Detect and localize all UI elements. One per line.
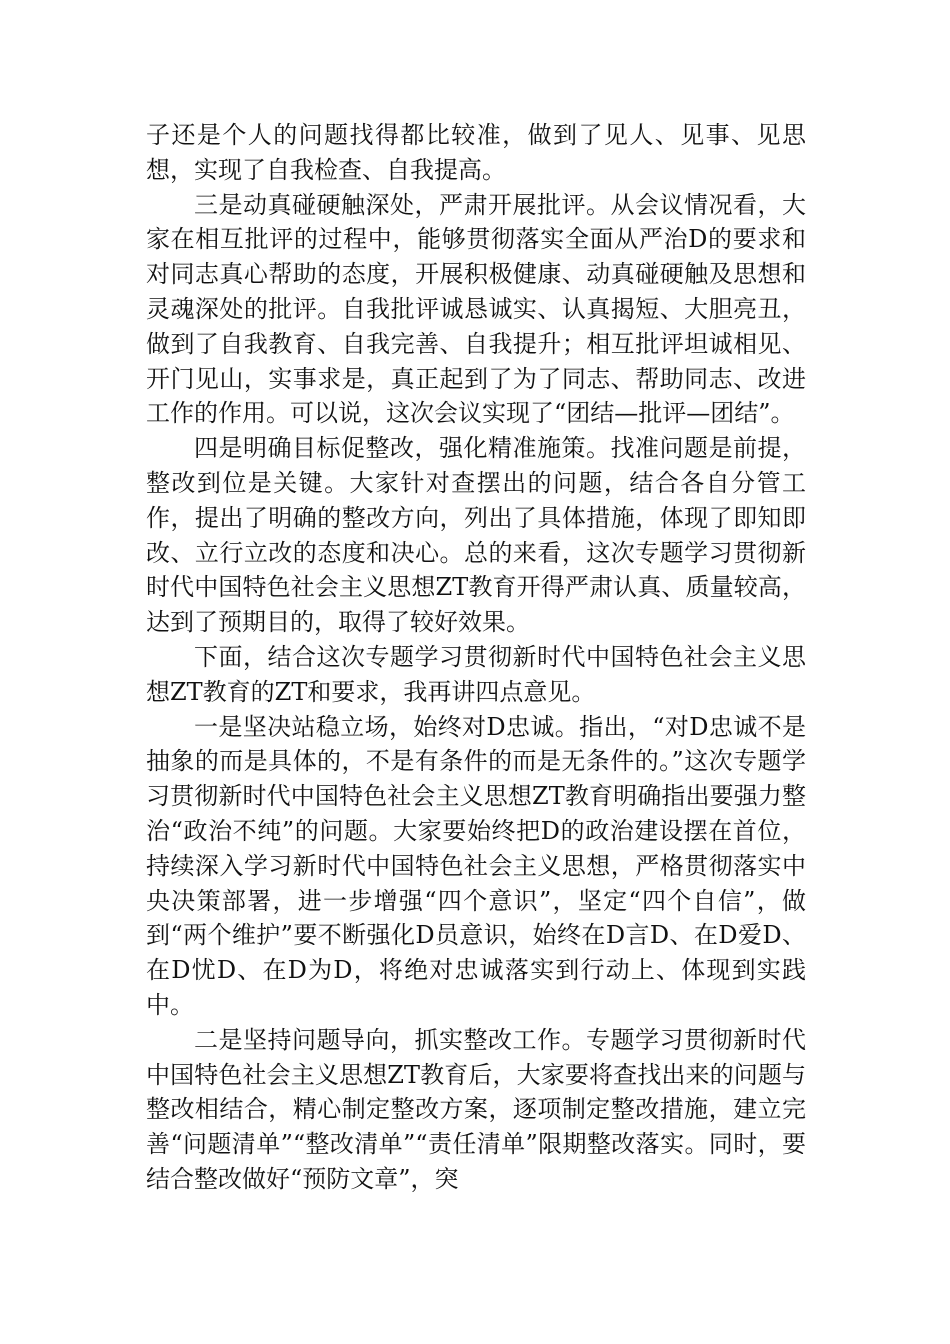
paragraph-1: 子还是个人的问题找得都比较准，做到了见人、见事、见思想，实现了自我检查、自我提高。 bbox=[146, 121, 806, 184]
paragraph-3: 四是明确目标促整改，强化精准施策。找准问题是前提，整改到位是关键。大家针对查摆出的问题，结合各自分管工作，提出了明确的整改方向，列出了具体措施，体现了即知即改、立行立改的态度和决心。总的来看，这次专题学习贯彻新时代中国特色社会主义思想ZT教育开得严肃认真、质量较高，达到了预期目的，取得了较好效果。 bbox=[146, 434, 806, 637]
paragraph-6: 二是坚持问题导向，抓实整改工作。专题学习贯彻新时代中国特色社会主义思想ZT教育后，大家要将查找出来的问题与整改相结合，精心制定整改方案，逐项制定整改措施，建立完善“问题清单”“整改清单”“责任清单”限期整改落实。同时，要结合整改做好“预防文章”，突 bbox=[146, 1025, 806, 1193]
paragraph-2: 三是动真碰硬触深处，严肃开展批评。从会议情况看，大家在相互批评的过程中，能够贯彻落实全面从严治D的要求和对同志真心帮助的态度，开展积极健康、动真碰硬触及思想和灵魂深处的批评。自我批评诚恳诚实、认真揭短、大胆亮丑，做到了自我教育、自我完善、自我提升；相互批评坦诚相见、开门见山，实事求是，真正起到了为了同志、帮助同志、改进工作的作用。可以说，这次会议实现了“团结—批评—团结”。 bbox=[146, 190, 806, 428]
document-body bbox=[146, 118, 806, 1197]
paragraph-5: 一是坚决站稳立场，始终对D忠诚。指出，“对D忠诚不是抽象的而是具体的，不是有条件的而是无条件的。”这次专题学习贯彻新时代中国特色社会主义思想ZT教育明确指出要强力整治“政治不纯”的问题。大家要始终把D的政治建设摆在首位，持续深入学习新时代中国特色社会主义思想，严格贯彻落实中央决策部署，进一步增强“四个意识”，坚定“四个自信”，做到“两个维护”要不断强化D员意识，始终在D言D、在D爱D、在D忧D、在D为D，将绝对忠诚落实到行动上、体现到实践中。 bbox=[146, 712, 806, 1019]
paragraph-4: 下面，结合这次专题学习贯彻新时代中国特色社会主义思想ZT教育的ZT和要求，我再讲四点意见。 bbox=[146, 642, 806, 706]
